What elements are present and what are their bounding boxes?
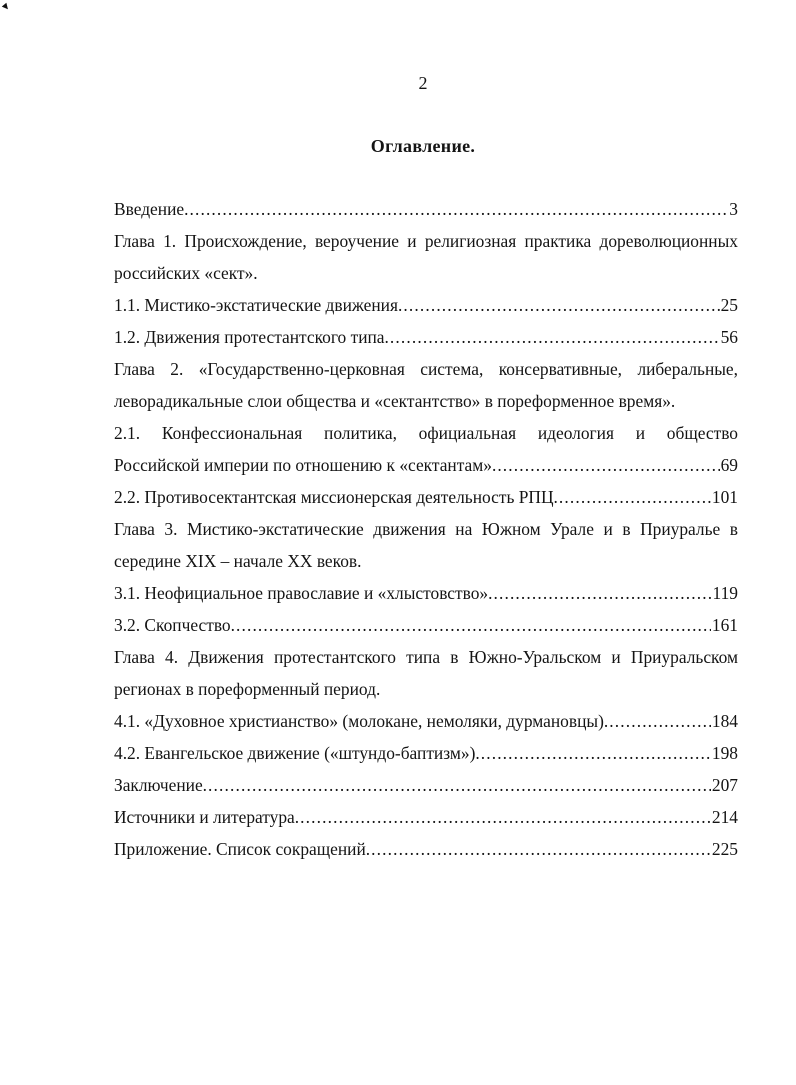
toc-entry-2-2[interactable] <box>114 481 738 513</box>
toc-entry-page: 56 <box>720 327 738 347</box>
toc-entry-label: 3.2. Скопчество. <box>114 615 235 635</box>
dot-leader <box>609 705 711 737</box>
dot-leader <box>371 833 711 865</box>
dot-leader <box>481 737 711 769</box>
toc-chapter-3-line-2[interactable]: середине XIX – начале XX веков. <box>114 551 362 571</box>
toc-entry-label: 1.2. Движения протестантского типа. <box>114 327 389 347</box>
toc-entry-page: 214 <box>711 807 738 827</box>
toc-entry-2-1-line-2[interactable] <box>114 449 738 481</box>
dot-leader <box>493 577 711 609</box>
dot-leader <box>208 769 711 801</box>
toc-entry-label: Заключение. <box>114 775 208 795</box>
toc-entry-page: 25 <box>720 295 738 315</box>
toc-entry-label: 2.2. Противосектантская миссионерская деятельность РПЦ. <box>114 487 558 507</box>
toc-chapter-1-line-2[interactable]: российских «сект». <box>114 263 258 283</box>
toc-entry-label: Введение. <box>114 199 189 219</box>
toc-entry-page: 101 <box>711 487 738 507</box>
toc-entry-label: 4.2. Евангельское движение («штундо-баптизм»). <box>114 743 480 763</box>
toc-chapter-4-line-1[interactable]: Глава 4. Движения протестантского типа в Южно-Уральском и Приуральском <box>114 647 738 667</box>
toc-entry-label: Источники и литература. <box>114 807 300 827</box>
toc-entry-appendix[interactable] <box>114 833 738 865</box>
toc-entry-sources[interactable] <box>114 801 738 833</box>
toc-chapter-2-line-1[interactable]: Глава 2. «Государственно-церковная система, консервативные, либеральные, <box>114 359 738 379</box>
toc-entry-1-2[interactable] <box>114 321 738 353</box>
dot-leader <box>236 609 711 641</box>
page-number: 2 <box>418 73 428 93</box>
toc-entry-page: 161 <box>711 615 738 635</box>
toc-entry-1-1[interactable] <box>114 289 738 321</box>
toc-entry-page: 119 <box>712 583 738 603</box>
toc-entry-page: 207 <box>711 775 738 795</box>
toc-chapter-1-line-1[interactable]: Глава 1. Происхождение, вероучение и религиозная практика дореволюционных <box>114 231 738 251</box>
toc-chapter-2-line-2[interactable]: леворадикальные слои общества и «сектантство» в пореформенное время». <box>114 391 676 411</box>
table-of-contents <box>114 193 738 865</box>
toc-title: Оглавление. <box>370 136 476 156</box>
toc-entry-label: Приложение. Список сокращений. <box>114 839 371 859</box>
toc-entry-page: 198 <box>711 743 738 763</box>
dot-leader <box>403 289 719 321</box>
toc-entry-page: 69 <box>720 455 738 475</box>
toc-entry-3-2[interactable] <box>114 609 738 641</box>
toc-entry-introduction[interactable] <box>114 193 738 225</box>
dot-leader <box>300 801 711 833</box>
toc-entry-label: 3.1. Неофициальное православие и «хлыстовство». <box>114 583 493 603</box>
toc-entry-label: Российской империи по отношению к «сектантам». <box>114 455 497 475</box>
toc-entry-3-1[interactable] <box>114 577 738 609</box>
toc-chapter-4-line-2[interactable]: регионах в пореформенный период. <box>114 679 381 699</box>
toc-entry-conclusion[interactable] <box>114 769 738 801</box>
dot-leader <box>497 449 719 481</box>
toc-chapter-3-line-1[interactable]: Глава 3. Мистико-экстатические движения на Южном Урале и в Приуралье в <box>114 519 738 539</box>
dot-leader <box>390 321 720 353</box>
toc-entry-4-2[interactable] <box>114 737 738 769</box>
toc-entry-page: 184 <box>711 711 738 731</box>
scan-corner-mark <box>2 3 10 11</box>
toc-entry-page: 225 <box>711 839 738 859</box>
dot-leader <box>559 481 711 513</box>
dot-leader <box>189 193 728 225</box>
toc-entry-4-1[interactable] <box>114 705 738 737</box>
toc-entry-label: 1.1. Мистико-экстатические движения. <box>114 295 403 315</box>
toc-entry-label: 4.1. «Духовное христианство» (молокане, немоляки, дурмановцы). <box>114 711 609 731</box>
toc-entry-page: 3 <box>729 199 738 219</box>
toc-entry-2-1-line-1[interactable]: 2.1. Конфессиональная политика, официальная идеология и общество <box>114 423 738 443</box>
